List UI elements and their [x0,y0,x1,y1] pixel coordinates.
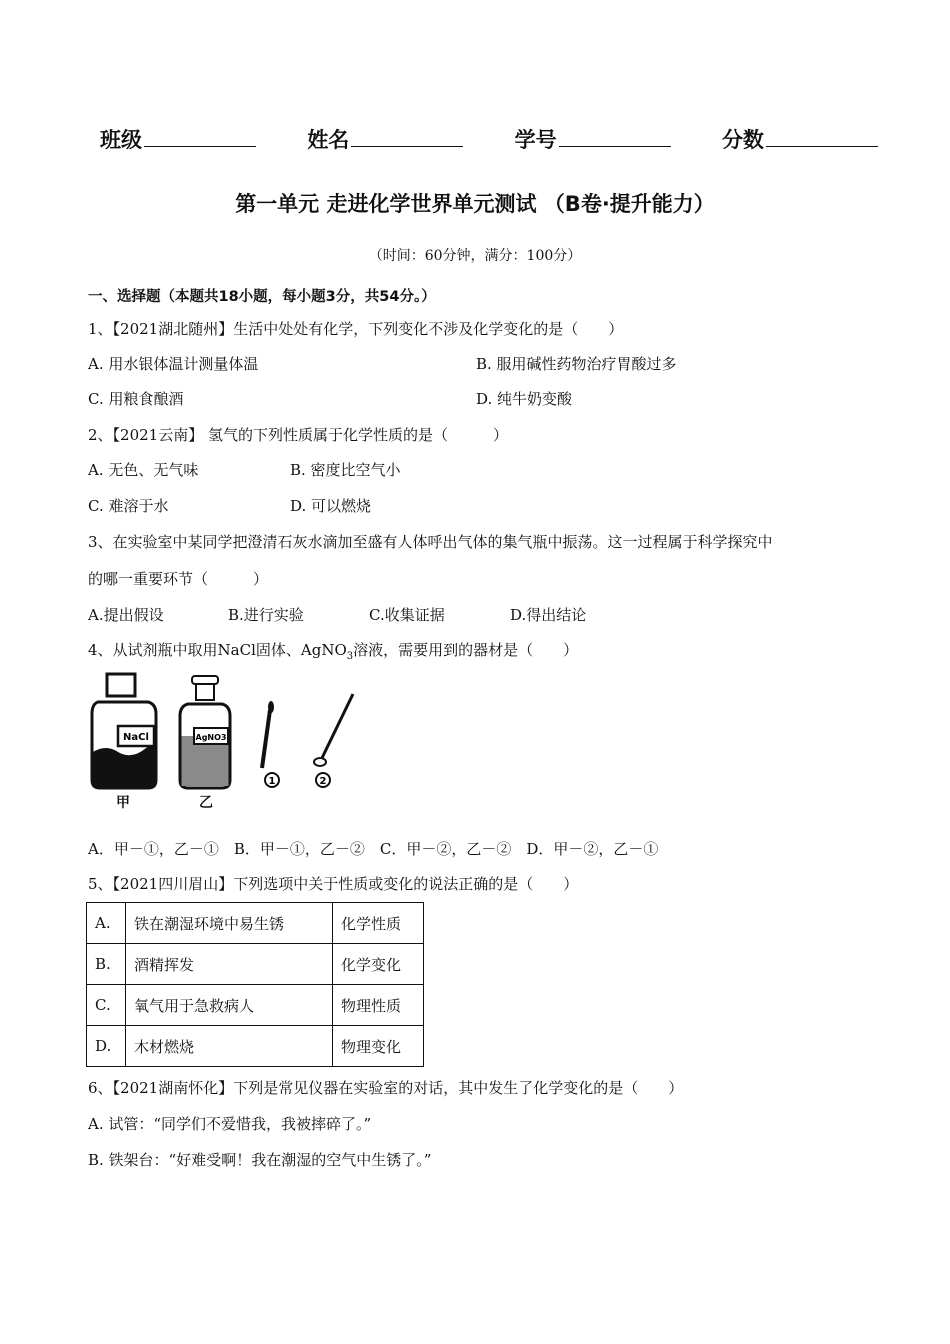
q3-option-d[interactable]: D.得出结论 [510,606,587,624]
svg-text:1: 1 [268,776,276,787]
svg-text:2: 2 [319,776,327,787]
question-5-stem: 5、【2021四川眉山】下列选项中关于性质或变化的说法正确的是（ ） [88,875,579,893]
class-blank[interactable] [144,126,256,147]
cell-description: 木材燃烧 [126,1026,333,1067]
q4-figure [88,672,360,812]
section-heading: 一、选择题（本题共18小题，每小题3分，共54分。） [88,289,436,305]
cell-description: 酒精挥发 [126,944,333,985]
dropper-icon [262,701,279,787]
q6-option-b[interactable]: B. 铁架台：“好难受啊！我在潮湿的空气中生锈了。” [88,1151,432,1169]
question-4-stem [88,639,578,662]
student-id-label: 学号 [514,128,557,152]
q4-stem-prefix: 4、从试剂瓶中取用NaCl固体、AgNO [88,641,347,659]
cell-description: 铁在潮湿环境中易生锈 [126,903,333,944]
bottle-yi-icon [180,676,230,788]
caption-yi: 乙 [199,795,213,811]
q4-stem-suffix: 溶液，需要用到的器材是（ ） [353,641,579,659]
reagent-bottles-illustration [88,672,360,792]
question-3-stem-line1: 3、在实验室中某同学把澄清石灰水滴加至盛有人体呼出气体的集气瓶中振荡。这一过程属于科学探究中 [88,533,773,551]
svg-text:NaCl: NaCl [123,732,149,743]
page-title: 第一单元 走进化学世界单元测试 （B卷·提升能力） [235,192,715,216]
caption-jia: 甲 [116,795,130,811]
svg-text:AgNO3: AgNO3 [195,733,227,742]
cell-option: A. [87,903,126,944]
cell-option: B. [87,944,126,985]
table-row[interactable] [87,985,424,1026]
medicine-spoon-icon [314,694,353,787]
q3-option-b[interactable]: B.进行实验 [228,606,304,624]
student-info-header [100,124,922,154]
student-id-blank[interactable] [559,126,671,147]
cell-option: C. [87,985,126,1026]
cell-classification: 化学性质 [333,903,424,944]
cell-classification: 化学变化 [333,944,424,985]
question-6-stem: 6、【2021湖南怀化】下列是常见仪器在实验室的对话，其中发生了化学变化的是（ ） [88,1079,684,1097]
cell-option: D. [87,1026,126,1067]
q4-options[interactable]: A．甲－①，乙－① B．甲－①，乙－② C．甲－②，乙－② D．甲－②，乙－① [88,840,659,858]
table-row[interactable] [87,1026,424,1067]
q1-option-c[interactable]: C. 用粮食酿酒 [88,390,184,408]
cell-description: 氧气用于急救病人 [126,985,333,1026]
q4-stem-subscript: 3 [346,651,354,662]
q1-option-a[interactable]: A. 用水银体温计测量体温 [88,355,259,373]
name-label: 姓名 [307,128,350,152]
score-field[interactable] [722,124,878,154]
question-1-stem: 1、【2021湖北随州】生活中处处有化学，下列变化不涉及化学变化的是（ ） [88,320,624,338]
cell-classification: 物理变化 [333,1026,424,1067]
question-3-stem-line2: 的哪一重要环节（ ） [88,570,269,588]
cell-classification: 物理性质 [333,985,424,1026]
class-label: 班级 [100,128,142,152]
score-blank[interactable] [766,126,878,147]
exam-subtitle: （时间：60分钟，满分：100分） [368,248,582,264]
q1-option-d[interactable]: D. 纯牛奶变酸 [476,390,573,408]
bottle-jia-icon [92,674,156,788]
table-row[interactable] [87,944,424,985]
name-blank[interactable] [351,126,463,147]
q5-options-table [86,902,424,1067]
table-row[interactable] [87,903,424,944]
q6-option-a[interactable]: A. 试管：“同学们不爱惜我，我被摔碎了。” [88,1115,372,1133]
score-label: 分数 [721,128,764,152]
class-field[interactable] [100,124,256,154]
q2-option-c[interactable]: C. 难溶于水 [88,497,169,515]
student-id-field[interactable] [515,124,671,154]
name-field[interactable] [307,124,463,154]
q1-option-b[interactable]: B. 服用碱性药物治疗胃酸过多 [476,355,677,373]
q2-option-a[interactable]: A. 无色、无气味 [88,461,199,479]
q2-option-d[interactable]: D. 可以燃烧 [290,497,372,515]
question-2-stem: 2、【2021云南】 氢气的下列性质属于化学性质的是（ ） [88,426,508,444]
q3-option-c[interactable]: C.收集证据 [369,606,445,624]
q2-option-b[interactable]: B. 密度比空气小 [290,461,401,479]
q3-option-a[interactable]: A.提出假设 [88,606,164,624]
